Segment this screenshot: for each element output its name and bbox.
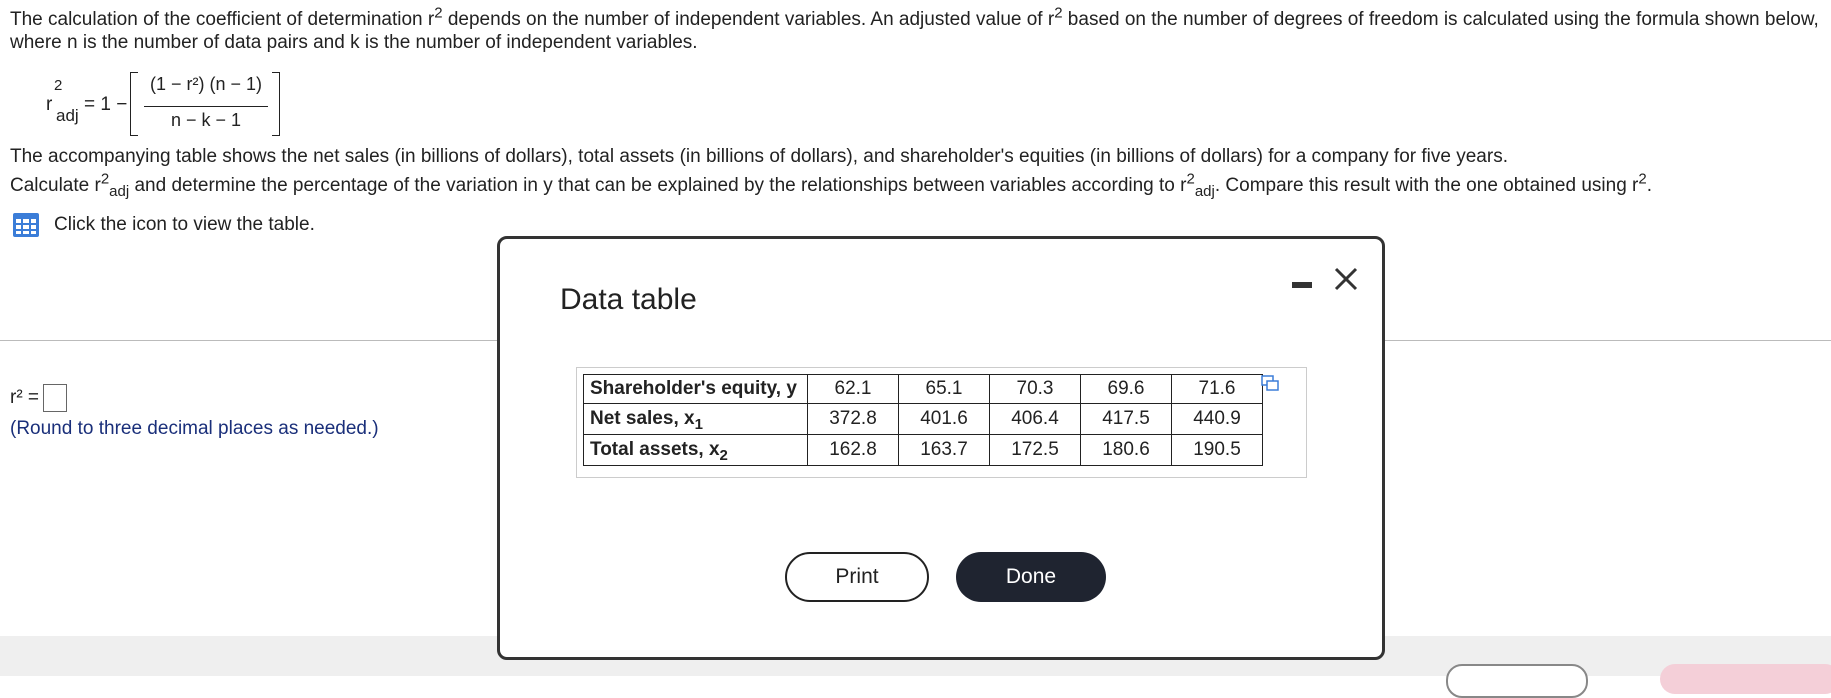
table-cell: 372.8 bbox=[808, 404, 899, 435]
answer-row bbox=[10, 384, 67, 412]
data-table bbox=[583, 374, 1263, 466]
sup-2b: 2 bbox=[1054, 4, 1063, 22]
table-cell: 65.1 bbox=[899, 375, 990, 404]
table-cell: 401.6 bbox=[899, 404, 990, 435]
bottom-button[interactable] bbox=[1446, 664, 1588, 698]
problem-task: Calculate $r^2_{adj}$ and determine the percentage of the variation in y that can be explained by the relationships between variables according to $r^2_{adj}$. Compare this result with the one obtained using $r^2$. bbox=[10, 170, 1652, 200]
intro-text-b: depends on the number of independent variables. An adjusted value of r bbox=[442, 9, 1055, 30]
table-cell: 172.5 bbox=[990, 435, 1081, 466]
table-cell: 417.5 bbox=[1081, 404, 1172, 435]
print-button[interactable]: Print bbox=[785, 552, 929, 602]
problem-context: The accompanying table shows the net sales (in billions of dollars), total assets (in billions of dollars), and shareholder's equities (in billions of dollars) for a company for five years. bbox=[10, 146, 1508, 167]
data-table-dialog bbox=[497, 236, 1385, 660]
row-label: Net sales, $x_1$ bbox=[584, 404, 808, 435]
view-table-row[interactable] bbox=[12, 212, 315, 238]
table-cell: 162.8 bbox=[808, 435, 899, 466]
table-grid-icon[interactable] bbox=[12, 212, 40, 238]
problem-intro bbox=[10, 4, 1820, 54]
table-cell: 163.7 bbox=[899, 435, 990, 466]
adjusted-r2-formula bbox=[44, 70, 304, 138]
bottom-pill-button[interactable] bbox=[1660, 664, 1831, 694]
table-cell: 190.5 bbox=[1172, 435, 1263, 466]
close-icon[interactable] bbox=[1332, 265, 1360, 293]
intro-text-c: based on the number of degrees of freedom is calculated using the formula shown below, where n is the number of data pairs and k is the number of independent variables. bbox=[10, 9, 1819, 53]
sup-2: 2 bbox=[434, 4, 443, 22]
intro-text-a: The calculation of the coefficient of determination r bbox=[10, 9, 435, 30]
table-cell: 71.6 bbox=[1172, 375, 1263, 404]
table-row bbox=[584, 435, 1263, 466]
fraction-line bbox=[144, 106, 268, 107]
table-cell: 406.4 bbox=[990, 404, 1081, 435]
formula-denominator: n − k − 1 bbox=[170, 110, 242, 130]
row-label: Shareholder's equity, y bbox=[584, 375, 808, 404]
table-cell: 70.3 bbox=[990, 375, 1081, 404]
dialog-title: Data table bbox=[560, 283, 697, 316]
table-cell: 440.9 bbox=[1172, 404, 1263, 435]
r2-answer-input[interactable] bbox=[43, 384, 67, 412]
row-label: Total assets, $x_2$ bbox=[584, 435, 808, 466]
table-cell: 62.1 bbox=[808, 375, 899, 404]
left-bracket bbox=[130, 72, 138, 136]
answer-label: r² = bbox=[10, 387, 40, 409]
view-table-link[interactable]: Click the icon to view the table. bbox=[54, 214, 315, 235]
rounding-hint: (Round to three decimal places as needed.) bbox=[10, 418, 379, 439]
formula-lhs: r 2 adj bbox=[46, 77, 79, 125]
table-row bbox=[584, 375, 1263, 404]
right-bracket bbox=[272, 72, 280, 136]
table-cell: 69.6 bbox=[1081, 375, 1172, 404]
done-button[interactable]: Done bbox=[956, 552, 1106, 602]
formula-numerator: (1 − r²) (n − 1) bbox=[149, 74, 263, 94]
copy-icon[interactable] bbox=[1261, 374, 1279, 392]
minimize-icon[interactable] bbox=[1292, 279, 1312, 291]
formula-equals: = 1 − bbox=[84, 94, 128, 115]
table-row bbox=[584, 404, 1263, 435]
table-container bbox=[576, 367, 1307, 478]
table-cell: 180.6 bbox=[1081, 435, 1172, 466]
